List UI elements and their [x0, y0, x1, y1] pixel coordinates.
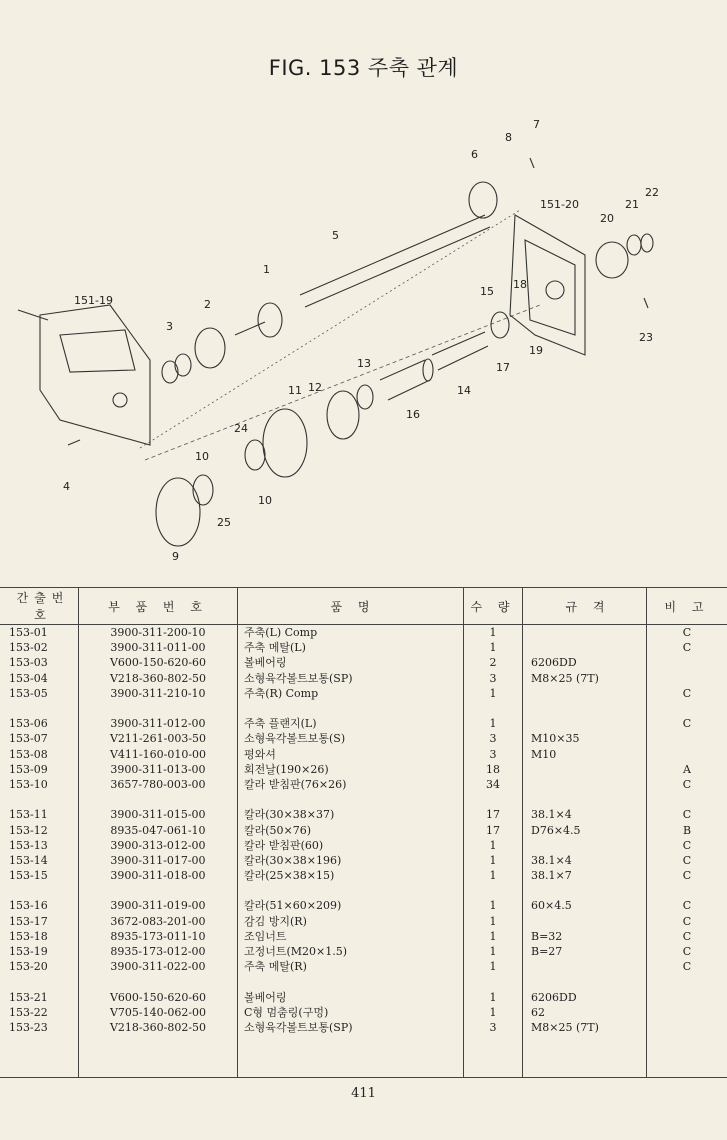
- spacer-row: [0, 974, 727, 989]
- callout-label: 16: [406, 408, 420, 421]
- ref-cell: 153-15: [9, 869, 48, 883]
- bolt-3: [644, 298, 648, 308]
- note-cell: [647, 655, 727, 670]
- part-number-cell: 8935-173-012-00: [79, 944, 238, 959]
- spacer-cell: [647, 883, 727, 898]
- qty-cell: 1: [464, 686, 523, 701]
- spacer-row: [0, 883, 727, 898]
- page-number: 411: [351, 1086, 376, 1101]
- spec-cell: 38.1×7: [523, 868, 647, 883]
- spacer-cell: [464, 792, 523, 807]
- part-number-cell: 3900-311-018-00: [79, 868, 238, 883]
- qty-cell: 1: [464, 640, 523, 655]
- spacer-cell: [0, 792, 79, 807]
- callout-label: 12: [308, 381, 322, 394]
- spec-cell: 6206DD: [523, 990, 647, 1005]
- callout-label: 24: [234, 422, 248, 435]
- spec-cell: 62: [523, 1005, 647, 1020]
- spacer-cell: [647, 974, 727, 989]
- callout-label: 20: [600, 212, 614, 225]
- note-cell: C: [647, 914, 727, 929]
- qty-cell: 1: [464, 929, 523, 944]
- name-cell: 칼라(30×38×196): [238, 853, 464, 868]
- spec-cell: M10×35: [523, 731, 647, 746]
- ref-cell: 153-04: [9, 671, 48, 685]
- rotary-blade-2: [263, 409, 307, 477]
- note-cell: [647, 731, 727, 746]
- name-cell: 칼라(51×60×209): [238, 898, 464, 913]
- note-cell: C: [647, 929, 727, 944]
- name-cell: 주축(L) Comp: [238, 625, 464, 641]
- name-cell: 칼라(25×38×15): [238, 868, 464, 883]
- table-row: [0, 944, 727, 959]
- note-cell: A: [647, 762, 727, 777]
- name-cell: 칼라(30×38×37): [238, 807, 464, 822]
- name-cell: 주축 메탈(L): [238, 640, 464, 655]
- bolt: [68, 440, 80, 445]
- spacer-cell: [523, 883, 647, 898]
- spacer-cell: [238, 974, 464, 989]
- spec-cell: 38.1×4: [523, 807, 647, 822]
- note-cell: C: [647, 868, 727, 883]
- spec-cell: [523, 640, 647, 655]
- callout-label: 151-20: [540, 198, 579, 211]
- spec-cell: 38.1×4: [523, 853, 647, 868]
- ref-cell: 153-03: [9, 656, 48, 670]
- table-row: [0, 762, 727, 777]
- spindle-metal-right: [596, 242, 628, 278]
- qty-cell: 1: [464, 944, 523, 959]
- spacer-cell: [523, 792, 647, 807]
- note-cell: C: [647, 777, 727, 792]
- name-cell: C형 멈춤링(구멍): [238, 1005, 464, 1020]
- spacer-row: [0, 701, 727, 716]
- collar-sleeve: [380, 359, 433, 400]
- spacer-cell: [238, 883, 464, 898]
- table-row: [0, 1020, 727, 1035]
- note-cell: C: [647, 944, 727, 959]
- note-cell: [647, 1020, 727, 1035]
- spacer-cell: [523, 701, 647, 716]
- qty-cell: 1: [464, 959, 523, 974]
- spacer-cell: [647, 792, 727, 807]
- ref-cell: 153-17: [9, 914, 48, 928]
- spacer-cell: [79, 974, 238, 989]
- part-number-cell: V705-140-062-00: [79, 1005, 238, 1020]
- qty-cell: 34: [464, 777, 523, 792]
- end-cell: [523, 1035, 647, 1078]
- table-row: [0, 822, 727, 837]
- table-row: [0, 959, 727, 974]
- spec-cell: 60×4.5: [523, 898, 647, 913]
- spec-cell: B=32: [523, 929, 647, 944]
- callout-label: 17: [496, 361, 510, 374]
- spec-cell: [523, 914, 647, 929]
- part-number-cell: 3900-311-015-00: [79, 807, 238, 822]
- part-number-cell: V218-360-802-50: [79, 1020, 238, 1035]
- table-row: [0, 838, 727, 853]
- ref-cell: 153-22: [9, 1005, 48, 1019]
- callout-label: 8: [505, 131, 512, 144]
- spacer-cell: [464, 883, 523, 898]
- qty-cell: 3: [464, 731, 523, 746]
- table-row: [0, 807, 727, 822]
- part-number-cell: 3900-311-210-10: [79, 686, 238, 701]
- end-cell: [238, 1035, 464, 1078]
- part-number-cell: 3900-311-011-00: [79, 640, 238, 655]
- name-cell: 주축 플랜지(L): [238, 716, 464, 731]
- ref-cell: 153-16: [9, 899, 48, 913]
- col-header-note: 비 고: [647, 588, 727, 625]
- end-cell: [0, 1035, 79, 1078]
- spacer-cell: [464, 974, 523, 989]
- part-number-cell: 8935-173-011-10: [79, 929, 238, 944]
- ref-cell: 153-06: [9, 717, 48, 731]
- part-number-cell: 3657-780-003-00: [79, 777, 238, 792]
- spec-cell: 6206DD: [523, 655, 647, 670]
- table-row: [0, 914, 727, 929]
- parts-table: [0, 587, 727, 1078]
- main-shaft: [300, 215, 490, 307]
- spec-cell: [523, 762, 647, 777]
- col-header-name: 품 명: [238, 588, 464, 625]
- qty-cell: 17: [464, 807, 523, 822]
- ref-cell: 153-02: [9, 641, 48, 655]
- part-number-cell: 3900-311-200-10: [79, 625, 238, 641]
- callout-label: 15: [480, 285, 494, 298]
- collar-plate: [193, 475, 213, 505]
- spindle-comp: [235, 303, 282, 337]
- collar-large: [327, 391, 359, 439]
- spec-cell: M8×25 (7T): [523, 1020, 647, 1035]
- ball-bearing-2: [162, 361, 178, 383]
- spacer-cell: [79, 792, 238, 807]
- spacer-cell: [238, 701, 464, 716]
- name-cell: 소형육각볼트보통(S): [238, 731, 464, 746]
- ref-cell: 153-18: [9, 929, 48, 943]
- callout-label: 23: [639, 331, 653, 344]
- spec-cell: M8×25 (7T): [523, 671, 647, 686]
- callout-label: 2: [204, 298, 211, 311]
- spec-cell: M10: [523, 747, 647, 762]
- ref-cell: 153-13: [9, 838, 48, 852]
- table-row: [0, 731, 727, 746]
- name-cell: 소형육각볼트보통(SP): [238, 1020, 464, 1035]
- table-row: [0, 640, 727, 655]
- note-cell: C: [647, 838, 727, 853]
- qty-cell: 1: [464, 716, 523, 731]
- ref-cell: 153-07: [9, 732, 48, 746]
- spacer-row: [0, 792, 727, 807]
- table-row: [0, 747, 727, 762]
- qty-cell: 17: [464, 822, 523, 837]
- callout-label: 6: [471, 148, 478, 161]
- ref-cell: 153-08: [9, 747, 48, 761]
- name-cell: 주축(R) Comp: [238, 686, 464, 701]
- note-cell: C: [647, 959, 727, 974]
- callout-label: 10: [195, 450, 209, 463]
- note-cell: C: [647, 898, 727, 913]
- qty-cell: 18: [464, 762, 523, 777]
- ref-cell: 153-21: [9, 990, 48, 1004]
- note-cell: C: [647, 716, 727, 731]
- end-cell: [79, 1035, 238, 1078]
- callout-label: 1: [263, 263, 270, 276]
- table-header-row: [0, 588, 727, 625]
- spec-cell: [523, 625, 647, 641]
- page-title: FIG. 153 주축 관계: [268, 56, 459, 80]
- name-cell: 조임너트: [238, 929, 464, 944]
- callout-label: 10: [258, 494, 272, 507]
- ref-cell: 153-01: [9, 626, 48, 640]
- qty-cell: 3: [464, 1020, 523, 1035]
- ref-cell: 153-10: [9, 777, 48, 791]
- flange: [469, 182, 497, 218]
- qty-cell: 1: [464, 1005, 523, 1020]
- callout-label: 9: [172, 550, 179, 563]
- collar-support: [357, 385, 373, 409]
- table-row: [0, 1005, 727, 1020]
- ref-cell: 153-19: [9, 945, 48, 959]
- name-cell: 칼라 받침판(76×26): [238, 777, 464, 792]
- callout-label: 4: [63, 480, 70, 493]
- parts-table-body: [0, 625, 727, 1078]
- callout-label: 151-19: [74, 294, 113, 307]
- note-cell: C: [647, 640, 727, 655]
- spacer-cell: [238, 792, 464, 807]
- qty-cell: 1: [464, 838, 523, 853]
- ref-cell: 153-09: [9, 762, 48, 776]
- part-number-cell: 3900-311-017-00: [79, 853, 238, 868]
- callout-label: 21: [625, 198, 639, 211]
- table-row: [0, 868, 727, 883]
- part-number-cell: 3672-083-201-00: [79, 914, 238, 929]
- table-row: [0, 716, 727, 731]
- callout-label: 3: [166, 320, 173, 333]
- callout-label: 14: [457, 384, 471, 397]
- bolt-2: [530, 158, 534, 168]
- qty-cell: 1: [464, 853, 523, 868]
- note-cell: [647, 1005, 727, 1020]
- qty-cell: 1: [464, 625, 523, 641]
- note-cell: C: [647, 853, 727, 868]
- note-cell: B: [647, 822, 727, 837]
- qty-cell: 3: [464, 747, 523, 762]
- part-number-cell: V600-150-620-60: [79, 990, 238, 1005]
- part-number-cell: V600-150-620-60: [79, 655, 238, 670]
- table-end-row: [0, 1035, 727, 1078]
- col-header-part-number: 부 품 번 호: [79, 588, 238, 625]
- end-cell: [647, 1035, 727, 1078]
- spacer-cell: [79, 701, 238, 716]
- name-cell: 볼베어링: [238, 655, 464, 670]
- name-cell: 평와셔: [238, 747, 464, 762]
- part-number-cell: 8935-047-061-10: [79, 822, 238, 837]
- table-row: [0, 655, 727, 670]
- table-row: [0, 625, 727, 641]
- ref-cell: 153-23: [9, 1020, 48, 1034]
- spacer-cell: [79, 883, 238, 898]
- ball-bearing-right: [627, 235, 641, 255]
- table-row: [0, 777, 727, 792]
- name-cell: 볼베어링: [238, 990, 464, 1005]
- callout-label: 22: [645, 186, 659, 199]
- table-row: [0, 990, 727, 1005]
- table-row: [0, 671, 727, 686]
- spacer-cell: [0, 883, 79, 898]
- ref-cell: 153-20: [9, 960, 48, 974]
- name-cell: 칼라 받침판(60): [238, 838, 464, 853]
- col-header-qty: 수 량: [464, 588, 523, 625]
- part-number-cell: 3900-311-019-00: [79, 898, 238, 913]
- callout-label: 19: [529, 344, 543, 357]
- name-cell: 고정너트(M20×1.5): [238, 944, 464, 959]
- collar-tube: [432, 332, 488, 370]
- callout-label: 5: [332, 229, 339, 242]
- qty-cell: 1: [464, 990, 523, 1005]
- spec-cell: [523, 777, 647, 792]
- end-cell: [464, 1035, 523, 1078]
- col-header-spec: 규 격: [523, 588, 647, 625]
- name-cell: 회전날(190×26): [238, 762, 464, 777]
- note-cell: [647, 671, 727, 686]
- qty-cell: 2: [464, 655, 523, 670]
- spec-cell: B=27: [523, 944, 647, 959]
- part-number-cell: 3900-311-022-00: [79, 959, 238, 974]
- note-cell: [647, 747, 727, 762]
- callout-label: 13: [357, 357, 371, 370]
- ball-bearing: [175, 354, 191, 376]
- callout-label: 18: [513, 278, 527, 291]
- table-row: [0, 898, 727, 913]
- qty-cell: 1: [464, 898, 523, 913]
- spec-cell: [523, 838, 647, 853]
- ref-cell: 153-05: [9, 686, 48, 700]
- part-number-cell: 3900-313-012-00: [79, 838, 238, 853]
- left-housing-plate: [18, 305, 150, 445]
- spec-cell: [523, 959, 647, 974]
- note-cell: C: [647, 686, 727, 701]
- spacer-cell: [0, 701, 79, 716]
- spacer-cell: [647, 701, 727, 716]
- spacer-cell: [523, 974, 647, 989]
- part-number-cell: V218-360-802-50: [79, 671, 238, 686]
- spacer-cell: [0, 974, 79, 989]
- snap-ring: [641, 234, 653, 252]
- note-cell: C: [647, 807, 727, 822]
- qty-cell: 1: [464, 914, 523, 929]
- qty-cell: 3: [464, 671, 523, 686]
- callout-label: 25: [217, 516, 231, 529]
- table-row: [0, 853, 727, 868]
- wrap-guard: [491, 312, 509, 338]
- table-row: [0, 929, 727, 944]
- name-cell: 소형육각볼트보통(SP): [238, 671, 464, 686]
- qty-cell: 1: [464, 868, 523, 883]
- spec-cell: D76×4.5: [523, 822, 647, 837]
- callout-label: 11: [288, 384, 302, 397]
- table-row: [0, 686, 727, 701]
- callout-label: 7: [533, 118, 540, 131]
- spindle-metal: [195, 328, 225, 368]
- col-header-ref: 간출번호: [0, 588, 79, 625]
- name-cell: 칼라(50×76): [238, 822, 464, 837]
- name-cell: 주축 메탈(R): [238, 959, 464, 974]
- exploded-parts-diagram: [0, 110, 727, 570]
- part-number-cell: 3900-311-012-00: [79, 716, 238, 731]
- name-cell: 감김 방지(R): [238, 914, 464, 929]
- note-cell: [647, 990, 727, 1005]
- ref-cell: 153-14: [9, 853, 48, 867]
- collar-plate-2: [245, 440, 265, 470]
- spec-cell: [523, 716, 647, 731]
- part-number-cell: V211-261-003-50: [79, 731, 238, 746]
- part-number-cell: V411-160-010-00: [79, 747, 238, 762]
- ref-cell: 153-11: [9, 808, 48, 822]
- spec-cell: [523, 686, 647, 701]
- spacer-cell: [464, 701, 523, 716]
- ref-cell: 153-12: [9, 823, 48, 837]
- part-number-cell: 3900-311-013-00: [79, 762, 238, 777]
- note-cell: C: [647, 625, 727, 641]
